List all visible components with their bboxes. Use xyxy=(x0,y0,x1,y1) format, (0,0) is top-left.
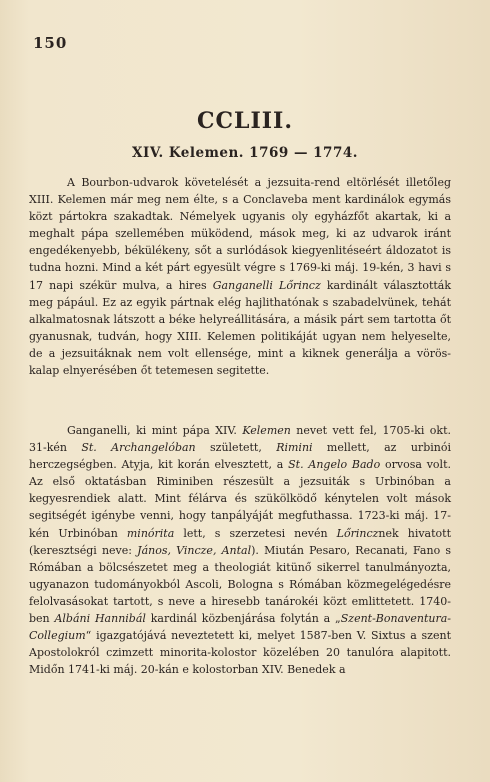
body-paragraph-1 xyxy=(29,174,451,379)
text-run: kardinál közbenjárása folytán a „ xyxy=(145,612,341,626)
text-run: “ igazgatójává neveztetett ki, melyet 1587-ben V. Sixtus a szent Apostolokról czimzett minorita-kolostor közelében 20 tanulóra alapitott. Midőn 1741-ki máj. 20-kán e kolostorban XIV. Benedek a xyxy=(29,629,451,677)
body-paragraph-2 xyxy=(29,422,451,678)
text-run: orvosa volt. Az első oktatásban Riminiben részesült a jezsuiták s Urbinóban a kegyesrendiek alatt. Mint félárva és szükölködő kénytelen volt mások segitségét igénybe venni, hogy tanpályáját megfuthassa. 1723-ki máj. 17-kén Urbinóban xyxy=(29,458,451,540)
italic-text-run: Lőrincz xyxy=(336,526,379,540)
page-number: 150 xyxy=(33,34,68,52)
italic-text-run: minórita xyxy=(126,526,175,540)
text-run: ). Miután Pesaro, Recanati, Fano s Rómában a bölcsészetet meg a theologiát kitünő sikerrel tanulmányozta, ugyanazon tudományokból Ascoli, Bologna s Rómában közmegelégedésre felolvasásokat tartott, s neve a hiresebb tanárokéi közt emlittetett. 1740-ben xyxy=(29,543,451,626)
text-run: nek hivatott (keresztségi neve: xyxy=(29,526,451,557)
italic-text-run: János, Vincze, Antal xyxy=(137,543,252,557)
italic-text-run: Ganganelli Lőrincz xyxy=(212,278,321,292)
text-run: Ganganelli, ki mint pápa XIV. xyxy=(67,424,243,437)
italic-text-run: Kelemen xyxy=(242,424,291,437)
text-run: mellett, az urbinói herczegségben. Atyja, kit korán elvesztett, a xyxy=(29,441,451,472)
text-run: A Bourbon-udvarok követelését a jezsuita-rend eltörlését illetőleg XIII. Kelemen már meg nem élte, s a Conclaveba ment kardinálok egymás közt pártokra szakadtak. Némelyek ugyanis oly egyházfőt akartak, ki a meghalt pápa szellemében müködend, mások meg, ki az udvarok iránt engedékenyebb, békülékeny, sőt a surlódások kiegyenlitéseért áldozatot is tudna hozni. Mind a két párt egyesült végre s 1769-ki máj. 19-kén, 3 havi s 17 napi székür mulva, a hires xyxy=(29,176,451,292)
italic-text-run: St. Angelo Bado xyxy=(288,458,381,472)
italic-text-run: St. Archangelóban xyxy=(81,441,196,455)
text-run: kardinált választották meg pápául. Ez az egyik pártnak elég hajlithatónak s szabadelvünek, tehát alkalmatosnak látszott a béke helyreállitására, a másik párt sem tartotta őt gyanusnak, tudván, hogy XIII. Kelemen politikáját ugyan nem helyeselte, de a jezsuitáknak nem volt ellensége, mint a kiknek generálja a vörös-kalap elnyerésében őt tetemesen segitette. xyxy=(29,278,452,378)
italic-text-run: Szent-Bonaventura-Collegium xyxy=(29,612,451,643)
text-run: született, xyxy=(195,441,277,455)
text-run: nevet vett fel, 1705-ki okt. 31-kén xyxy=(29,424,452,455)
italic-text-run: Albáni Hannibál xyxy=(54,612,146,626)
italic-text-run: Rimini xyxy=(276,441,313,455)
chapter-heading: XIV. Kelemen. 1769 — 1774. xyxy=(132,145,358,161)
chapter-numeral: CCLIII. xyxy=(196,108,294,134)
text-run: lett, s szerzetesi nevén xyxy=(174,526,337,540)
